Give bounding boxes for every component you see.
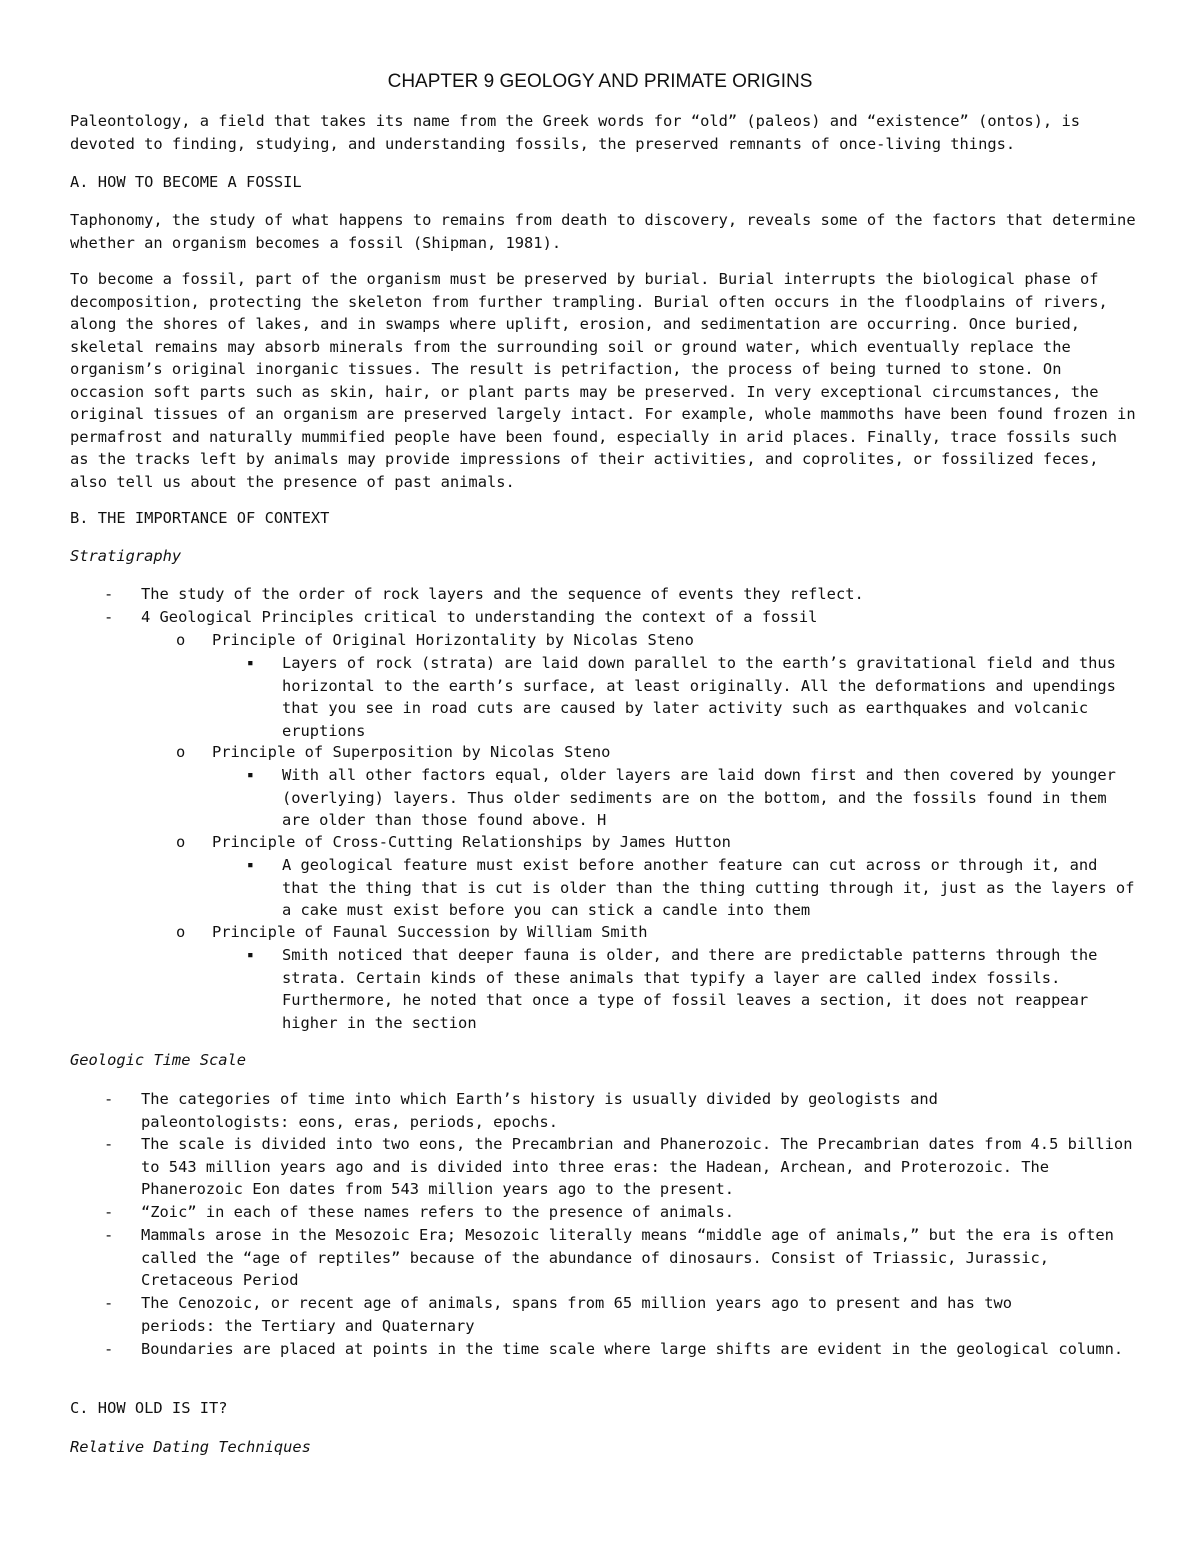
principle-name: Principle of Original Horizontality by Nicolas Steno <box>212 631 694 649</box>
dash-marker: - <box>104 1090 114 1108</box>
principle-name: Principle of Superposition by Nicolas Steno <box>212 743 611 761</box>
circle-marker: o <box>176 923 186 941</box>
square-marker: ▪ <box>247 768 254 781</box>
time-scale-heading: Geologic Time Scale <box>70 1051 247 1069</box>
square-marker: ▪ <box>247 948 254 961</box>
principle-name: Principle of Faunal Succession by William Smith <box>212 923 648 941</box>
list-item: “Zoic” in each of these names refers to the presence of animals. <box>141 1203 735 1221</box>
principle-detail: Smith noticed that deeper fauna is older, and there are predictable patterns through the strata. Certain kinds of these animals that typify a layer are called index fossils. Furthermore, he noted that once a type of fossil leaves a section, it does not reappear higher in the section <box>282 946 1098 1032</box>
dash-marker: - <box>104 1226 114 1244</box>
stratigraphy-heading: Stratigraphy <box>70 547 182 565</box>
principle-name: Principle of Cross-Cutting Relationships by James Hutton <box>212 833 731 851</box>
list-item: 4 Geological Principles critical to understanding the context of a fossil <box>141 608 818 626</box>
dash-marker: - <box>104 585 114 603</box>
list-item: Mammals arose in the Mesozoic Era; Mesozoic literally means “middle age of animals,” but the era is often called the “age of reptiles” because of the abundance of dinosaurs. Consist of Triassic, Jurassic, Cretaceous Period <box>141 1226 1114 1289</box>
list-item: Boundaries are placed at points in the time scale where large shifts are evident in the geological column. <box>141 1340 1124 1358</box>
taphonomy-paragraph: Taphonomy, the study of what happens to remains from death to discovery, reveals some of the factors that determine whether an organism becomes a fossil (Shipman, 1981). <box>70 211 1136 252</box>
list-item: The study of the order of rock layers and the sequence of events they reflect. <box>141 585 864 603</box>
list-item: The Cenozoic, or recent age of animals, spans from 65 million years ago to present and has two periods: the Tertiary and Quaternary <box>141 1294 1012 1335</box>
relative-dating-heading: Relative Dating Techniques <box>70 1438 311 1456</box>
principle-detail: Layers of rock (strata) are laid down parallel to the earth’s gravitational field and thus horizontal to the earth’s surface, at least originally. All the deformations and upendings that you see in road cuts are caused by later activity such as earthquakes and volcanic eruptions <box>282 654 1116 740</box>
fossilization-paragraph: To become a fossil, part of the organism must be preserved by burial. Burial interrupts the biological phase of decomposition, protecting the skeleton from further trampling. Burial often occurs in the floodplains of rivers, along the shores of lakes, and in swamps where uplift, erosion, and sedimentation are occurring. Once buried, skeletal remains may absorb minerals from the surrounding soil or ground water, which eventually replace the organism’s original inorganic tissues. The result is petrifaction, the process of being turned to stone. On occasion soft parts such as skin, hair, or plant parts may be preserved. In very exceptional circumstances, the original tissues of an organism are preserved largely intact. For example, whole mammoths have been found frozen in permafrost and naturally mummified people have been found, especially in arid places. Finally, trace fossils such as the tracks left by animals may provide impressions of their activities, and coprolites, or fossilized feces, also tell us about the presence of past animals. <box>70 270 1136 491</box>
list-item: The categories of time into which Earth’s history is usually divided by geologists and paleontologists: eons, eras, periods, epochs. <box>141 1090 938 1131</box>
intro-paragraph: Paleontology, a field that takes its name from the Greek words for “old” (paleos) and “existence” (ontos), is devoted to finding, studying, and understanding fossils, the preserved remnants of once-living things. <box>70 112 1080 153</box>
page-title: CHAPTER 9 GEOLOGY AND PRIMATE ORIGINS <box>387 71 813 92</box>
circle-marker: o <box>176 833 186 851</box>
dash-marker: - <box>104 1203 114 1221</box>
principle-detail: With all other factors equal, older layers are laid down first and then covered by younger (overlying) layers. Thus older sediments are on the bottom, and the fossils found in them are older than those found above. H <box>282 766 1116 829</box>
section-c-heading: C. HOW OLD IS IT? <box>70 1399 228 1417</box>
section-a-heading: A. HOW TO BECOME A FOSSIL <box>70 173 302 191</box>
circle-marker: o <box>176 631 186 649</box>
section-b-heading: B. THE IMPORTANCE OF CONTEXT <box>70 509 330 527</box>
square-marker: ▪ <box>247 858 254 871</box>
principle-detail: A geological feature must exist before another feature can cut across or through it, and that the thing that is cut is older than the thing cutting through it, just as the layers of a cake must exist before you can stick a candle into them <box>282 856 1135 919</box>
square-marker: ▪ <box>247 656 254 669</box>
dash-marker: - <box>104 608 114 626</box>
dash-marker: - <box>104 1135 114 1153</box>
list-item: The scale is divided into two eons, the Precambrian and Phanerozoic. The Precambrian dates from 4.5 billion to 543 million years ago and is divided into three eras: the Hadean, Archean, and Proterozoic. The Phanerozoic Eon dates from 543 million years ago to the present. <box>141 1135 1133 1198</box>
dash-marker: - <box>104 1340 114 1358</box>
circle-marker: o <box>176 743 186 761</box>
dash-marker: - <box>104 1294 114 1312</box>
